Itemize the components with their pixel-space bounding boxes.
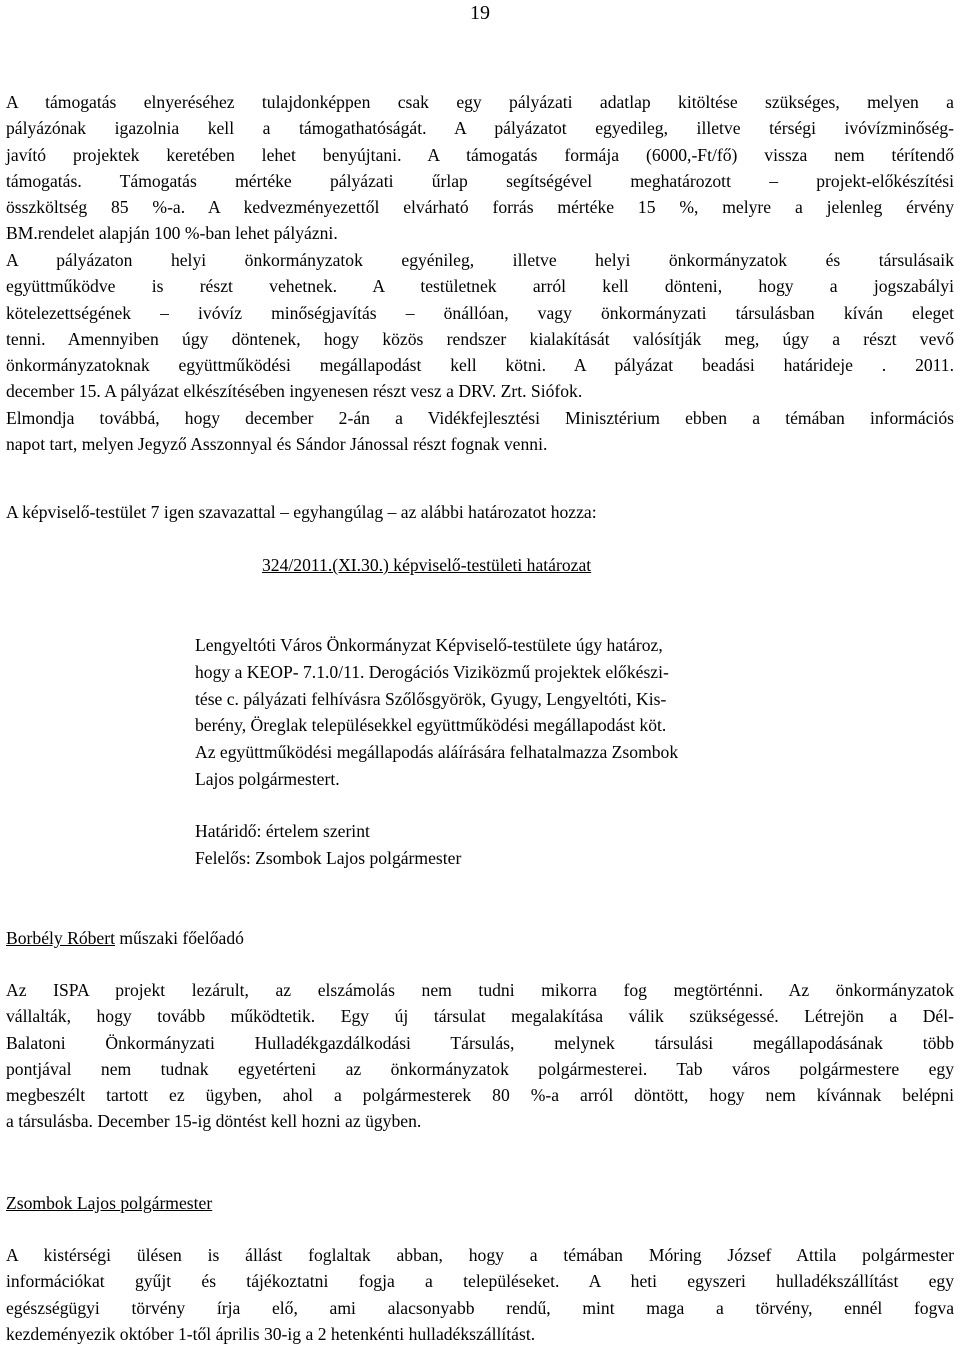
text-line: információkat gyűjt és tájékoztatni fogja a településeket. A heti egyszeri hulladékszállítást egy xyxy=(6,1271,954,1292)
text-line: pályázónak igazolnia kell a támogathatóságát. A pályázatot egyedileg, illetve térségi ivóvízminőség- xyxy=(6,118,954,139)
responsible-text: Felelős: Zsombok Lajos polgármester xyxy=(195,847,462,868)
vote-statement: A képviselő-testület 7 igen szavazattal – egyhangúlag – az alábbi határozatot hozza: xyxy=(6,502,597,522)
text-line: kezdeményezik október 1-től április 30-ig a 2 hetenkénti hulladékszállítást. xyxy=(6,1323,536,1344)
page-number: 19 xyxy=(470,2,490,24)
text-line: A pályázaton helyi önkormányzatok egyénileg, illetve helyi önkormányzatok és társulásaik xyxy=(6,250,954,270)
text-line: támogatás. Támogatás mértéke pályázati űrlap segítségével meghatározott – projekt-előkészítési xyxy=(6,170,954,191)
resolution-line: Lajos polgármestert. xyxy=(195,768,340,789)
text-line: összköltség 85 %-a. A kedvezményezettől elvárható forrás mértéke 15 %, melyre a jelenleg érvény xyxy=(6,197,954,218)
text-line: A kistérségi ülésen is állást foglaltak abban, hogy a témában Móring József Attila polgármester xyxy=(6,1245,954,1265)
text-line: Balatoni Önkormányzati Hulladékgazdálkodási Társulás, melynek társulási megállapodásának több xyxy=(6,1032,954,1053)
text-line: a társulásba. December 15-ig döntést kell hozni az ügyben. xyxy=(6,1111,422,1132)
speaker-heading-zsombok xyxy=(6,1190,212,1216)
text-line: javító projektek keretében lehet benyújtani. A támogatás formája (6000,-Ft/fő) vissza nem térítendő xyxy=(6,144,954,165)
speaker-role: műszaki főelőadó xyxy=(114,928,244,948)
resolution-line: tése c. pályázati felhívásra Szőlősgyörök, Gyugy, Lengyeltóti, Kis- xyxy=(195,688,667,709)
text-line: együttműködve is részt vehetnek. A testületnek arról kell dönteni, hogy a jogszabályi xyxy=(6,276,954,297)
resolution-line: berény, Öreglak településekkel együttműködési megállapodást köt. xyxy=(195,715,667,736)
paragraph-support-conditions xyxy=(6,89,954,247)
resolution-body xyxy=(195,632,835,793)
text-line: megbeszélt tartott ez ügyben, ahol a polgármesterek 80 %-a arról döntött, hogy nem kívánnak belépni xyxy=(6,1085,954,1106)
text-line: önkormányzatoknak együttműködési megállapodást kell kötni. A pályázat beadási határideje . 2011. xyxy=(6,355,954,376)
resolution-title: 324/2011.(XI.30.) képviselő-testületi határozat xyxy=(262,555,592,575)
text-line: pontjával nem tudnak egyetérteni az önkormányzatok polgármesterei. Tab város polgármestere egy xyxy=(6,1058,954,1079)
text-line: napot tart, melyen Jegyző Asszonnyal és Sándor Jánossal részt fognak venni. xyxy=(6,434,548,455)
speaker-name: Zsombok Lajos xyxy=(6,1193,121,1213)
deadline-block xyxy=(195,818,461,871)
text-line: egészségügyi törvény írja elő, ami alacsonyabb rendű, mint maga a törvény, ennél fogva xyxy=(6,1297,954,1318)
text-line: tenni. Amennyiben úgy döntenek, hogy közös rendszer kialakítását valósítják meg, úgy a részt vevő xyxy=(6,328,954,349)
paragraph-waste-collection xyxy=(6,1242,954,1347)
deadline-text: Határidő: értelem szerint xyxy=(195,821,370,841)
text-line: december 15. A pályázat elkészítésében ingyenesen részt vesz a DRV. Zrt. Siófok. xyxy=(6,381,583,402)
text-line: Elmondja továbbá, hogy december 2-án a Vidékfejlesztési Minisztérium ebben a témában információs xyxy=(6,408,954,428)
text-line: vállalták, hogy tovább működtetik. Egy új társulat megalakítása válik szükségessé. Létrejön a Dél- xyxy=(6,1006,954,1027)
text-line: A támogatás elnyeréséhez tulajdonképpen csak egy pályázati adatlap kitöltése szükséges, melyen a xyxy=(6,92,954,112)
paragraph-ispa-project xyxy=(6,977,954,1135)
text-line: Az ISPA projekt lezárult, az elszámolás nem tudni mikorra fog megtörténni. Az önkormányzatok xyxy=(6,980,954,1000)
text-line: kötelezettségének – ivóvíz minőségjavítás – önállóan, vagy önkormányzati társulásban kíván eleget xyxy=(6,302,954,323)
resolution-line: hogy a KEOP- 7.1.0/11. Derogációs Viziközmű projektek előkészi- xyxy=(195,661,669,682)
paragraph-information-day xyxy=(6,405,954,458)
text-line: BM.rendelet alapján 100 %-ban lehet pályázni. xyxy=(6,223,338,244)
speaker-heading-borbely xyxy=(6,925,244,951)
speaker-role: polgármester xyxy=(120,1193,213,1213)
resolution-line: Lengyeltóti Város Önkormányzat Képviselő-testülete úgy határoz, xyxy=(195,635,663,655)
speaker-name: Borbély Róbert xyxy=(6,928,115,948)
resolution-line: Az együttműködési megállapodás aláírására felhatalmazza Zsombok xyxy=(195,742,679,763)
paragraph-application-participation xyxy=(6,247,954,405)
